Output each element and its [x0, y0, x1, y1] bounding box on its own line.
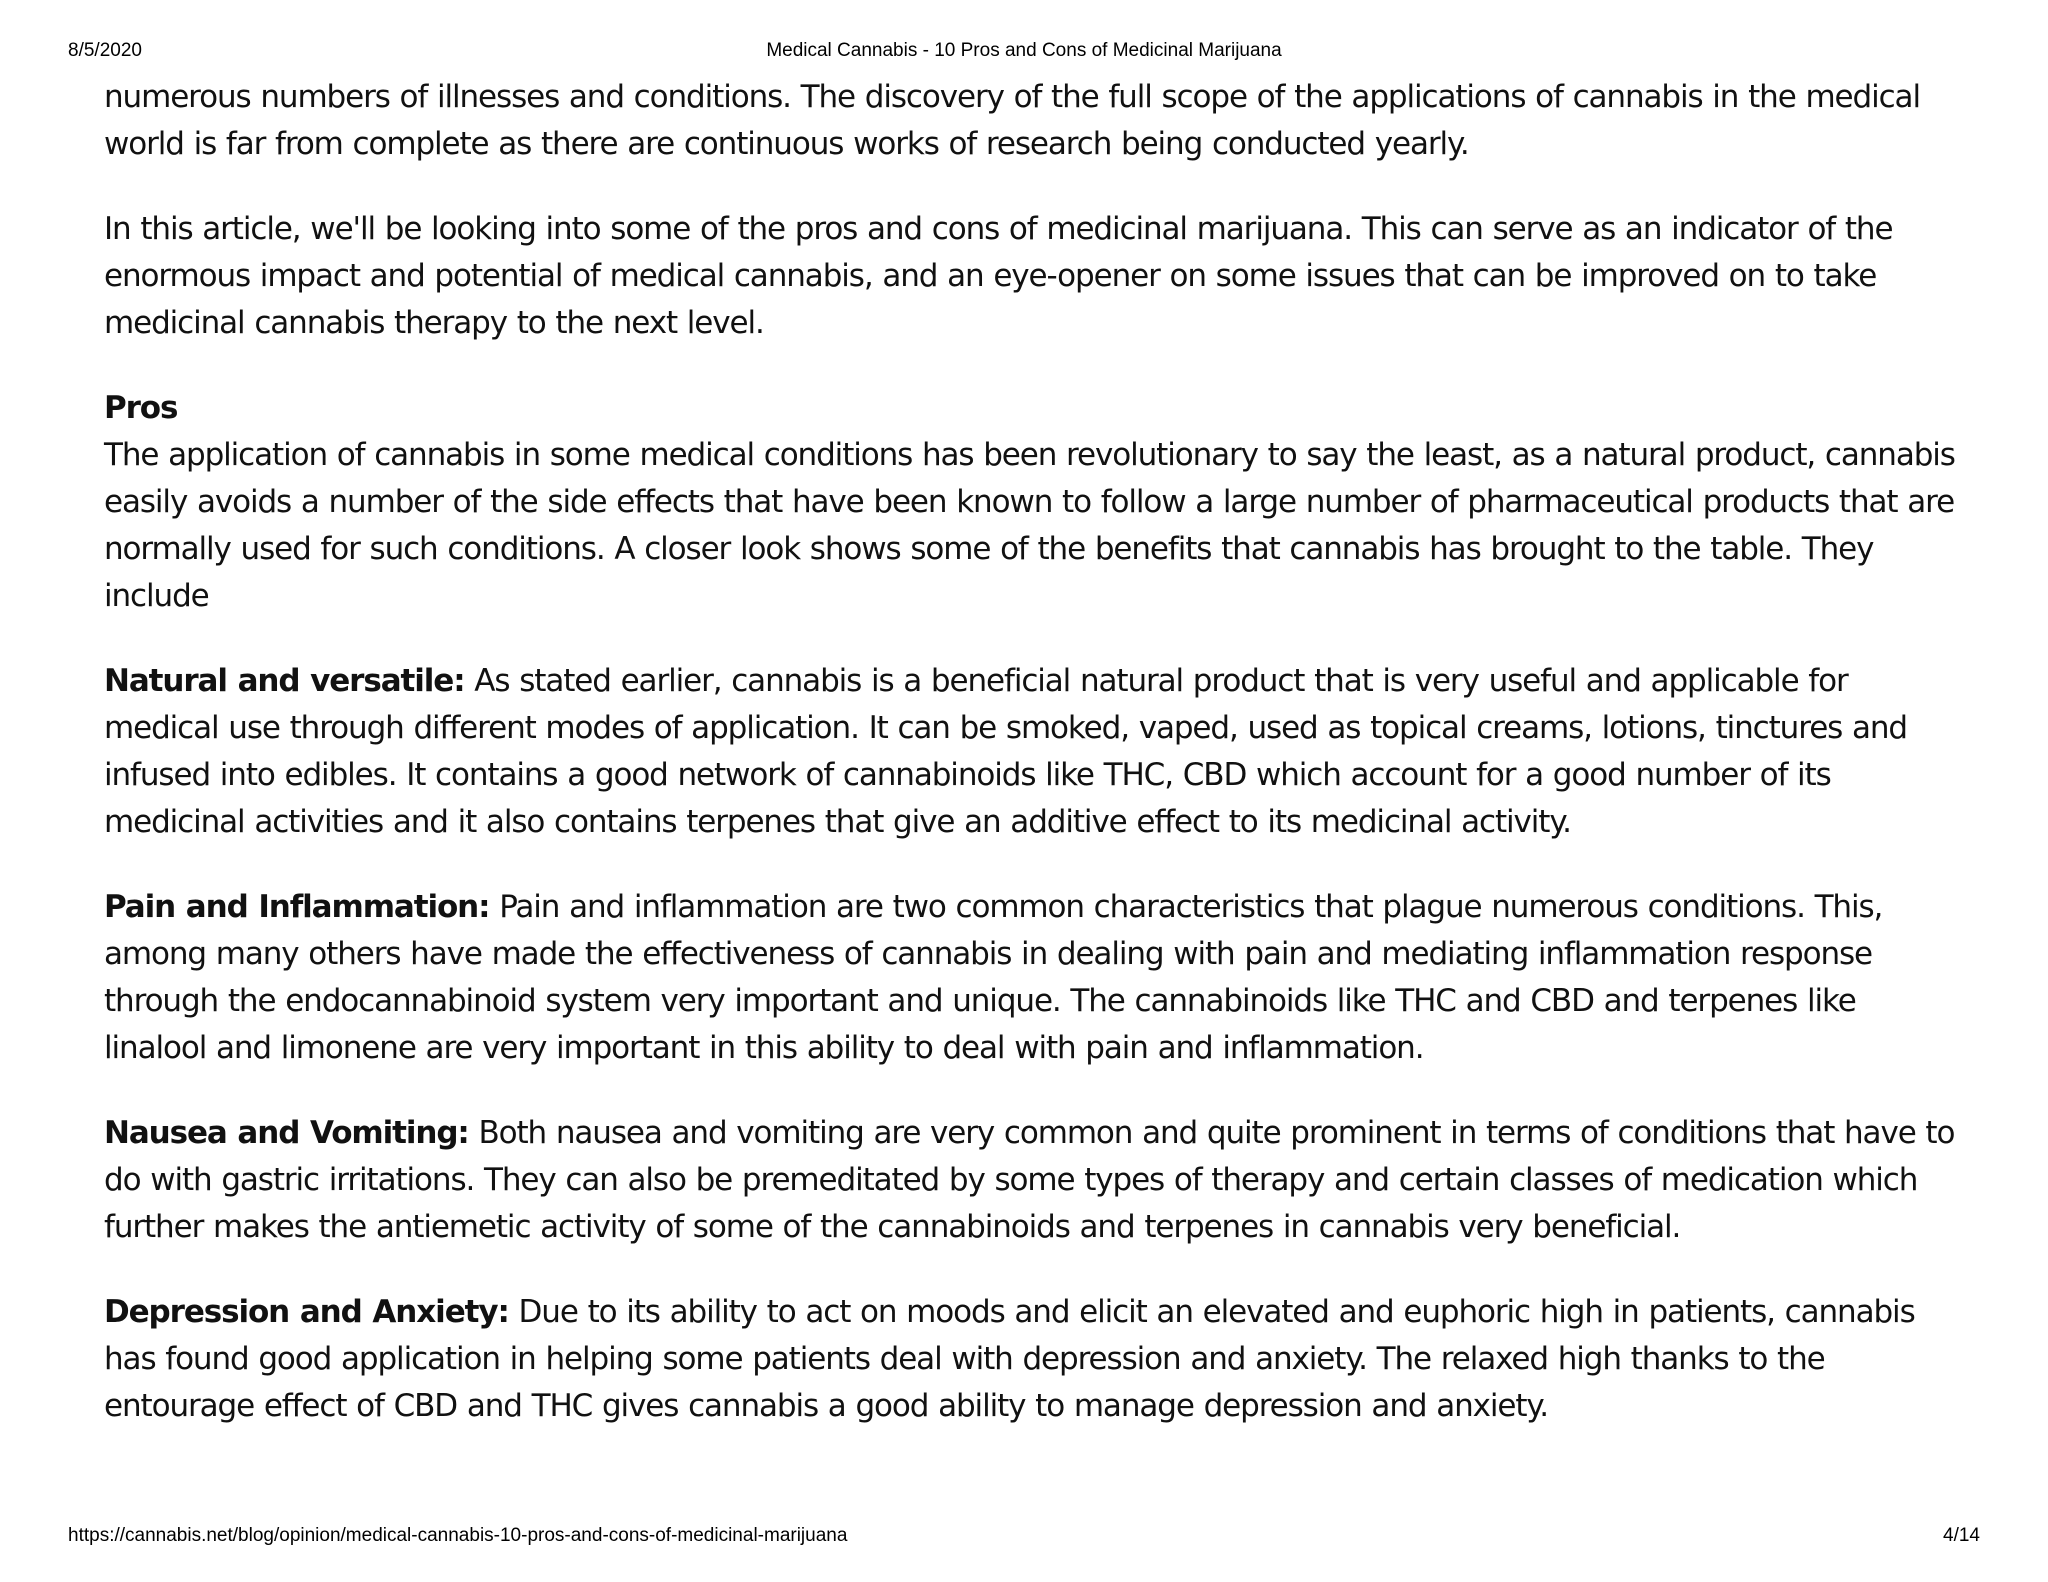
pro-item-label: Depression and Anxiety: [104, 1294, 509, 1330]
source-url: https://cannabis.net/blog/opinion/medical-cannabis-10-pros-and-cons-of-medicinal-marijuana [68, 1525, 848, 1546]
pro-item-depression [104, 1289, 1964, 1430]
pro-item-nausea [104, 1110, 1964, 1251]
print-date: 8/5/2020 [68, 40, 142, 61]
pro-item-text: As stated earlier, cannabis is a beneficial natural product that is very useful and applicable for medical use through different modes of application. It can be smoked, vaped, used as topical creams, lotions, tinctures and infused into edibles. It contains a good network of cannabinoids like THC, CBD which account for a good number of its medicinal activities and it also contains terpenes that give an additive effect to its medicinal activity. [104, 663, 1907, 840]
pros-heading: Pros [104, 390, 178, 426]
pro-item-label: Pain and Inflammation: [104, 889, 490, 925]
pro-item-natural [104, 658, 1964, 846]
article-body [104, 74, 1964, 1468]
pros-section [104, 385, 1964, 620]
pro-item-label: Nausea and Vomiting: [104, 1115, 469, 1151]
pro-item-text: Due to its ability to act on moods and elicit an elevated and euphoric high in patients, cannabis has found good application in helping some patients deal with depression and anxiety. The relaxed high thanks to the entourage effect of CBD and THC gives cannabis a good ability to manage depression and anxiety. [104, 1294, 1915, 1424]
pro-item-label: Natural and versatile: [104, 663, 465, 699]
page-number: 4/14 [1943, 1525, 1980, 1546]
print-header [0, 40, 2048, 64]
pro-item-text: Pain and inflammation are two common characteristics that plague numerous conditions. This, among many others have made the effectiveness of cannabis in dealing with pain and mediating inflammation response through the endocannabinoid system very important and unique. The cannabinoids like THC and CBD and terpenes like linalool and limonene are very important in this ability to deal with pain and inflammation. [104, 889, 1883, 1066]
pros-intro-paragraph: The application of cannabis in some medical conditions has been revolutionary to say the least, as a natural product, cannabis easily avoids a number of the side effects that have been known to follow a large number of pharmaceutical products that are normally used for such conditions. A closer look shows some of the benefits that cannabis has brought to the table. They include [104, 437, 1955, 614]
article-intro-paragraph: In this article, we'll be looking into some of the pros and cons of medicinal marijuana. This can serve as an indicator of the enormous impact and potential of medical cannabis, and an eye-opener on some issues that can be improved on to take medicinal cannabis therapy to the next level. [104, 211, 1893, 341]
print-footer [0, 1525, 2048, 1549]
pro-item-text: Both nausea and vomiting are very common and quite prominent in terms of conditions that have to do with gastric irritations. They can also be premeditated by some types of therapy and certain classes of medication which further makes the antiemetic activity of some of the cannabinoids and terpenes in cannabis very beneficial. [104, 1115, 1955, 1245]
intro-continuation-paragraph: numerous numbers of illnesses and conditions. The discovery of the full scope of the applications of cannabis in the medical world is far from complete as there are continuous works of research being conducted yearly. [104, 79, 1920, 162]
pro-item-pain [104, 884, 1964, 1072]
document-title: Medical Cannabis - 10 Pros and Cons of Medicinal Marijuana [766, 40, 1282, 61]
